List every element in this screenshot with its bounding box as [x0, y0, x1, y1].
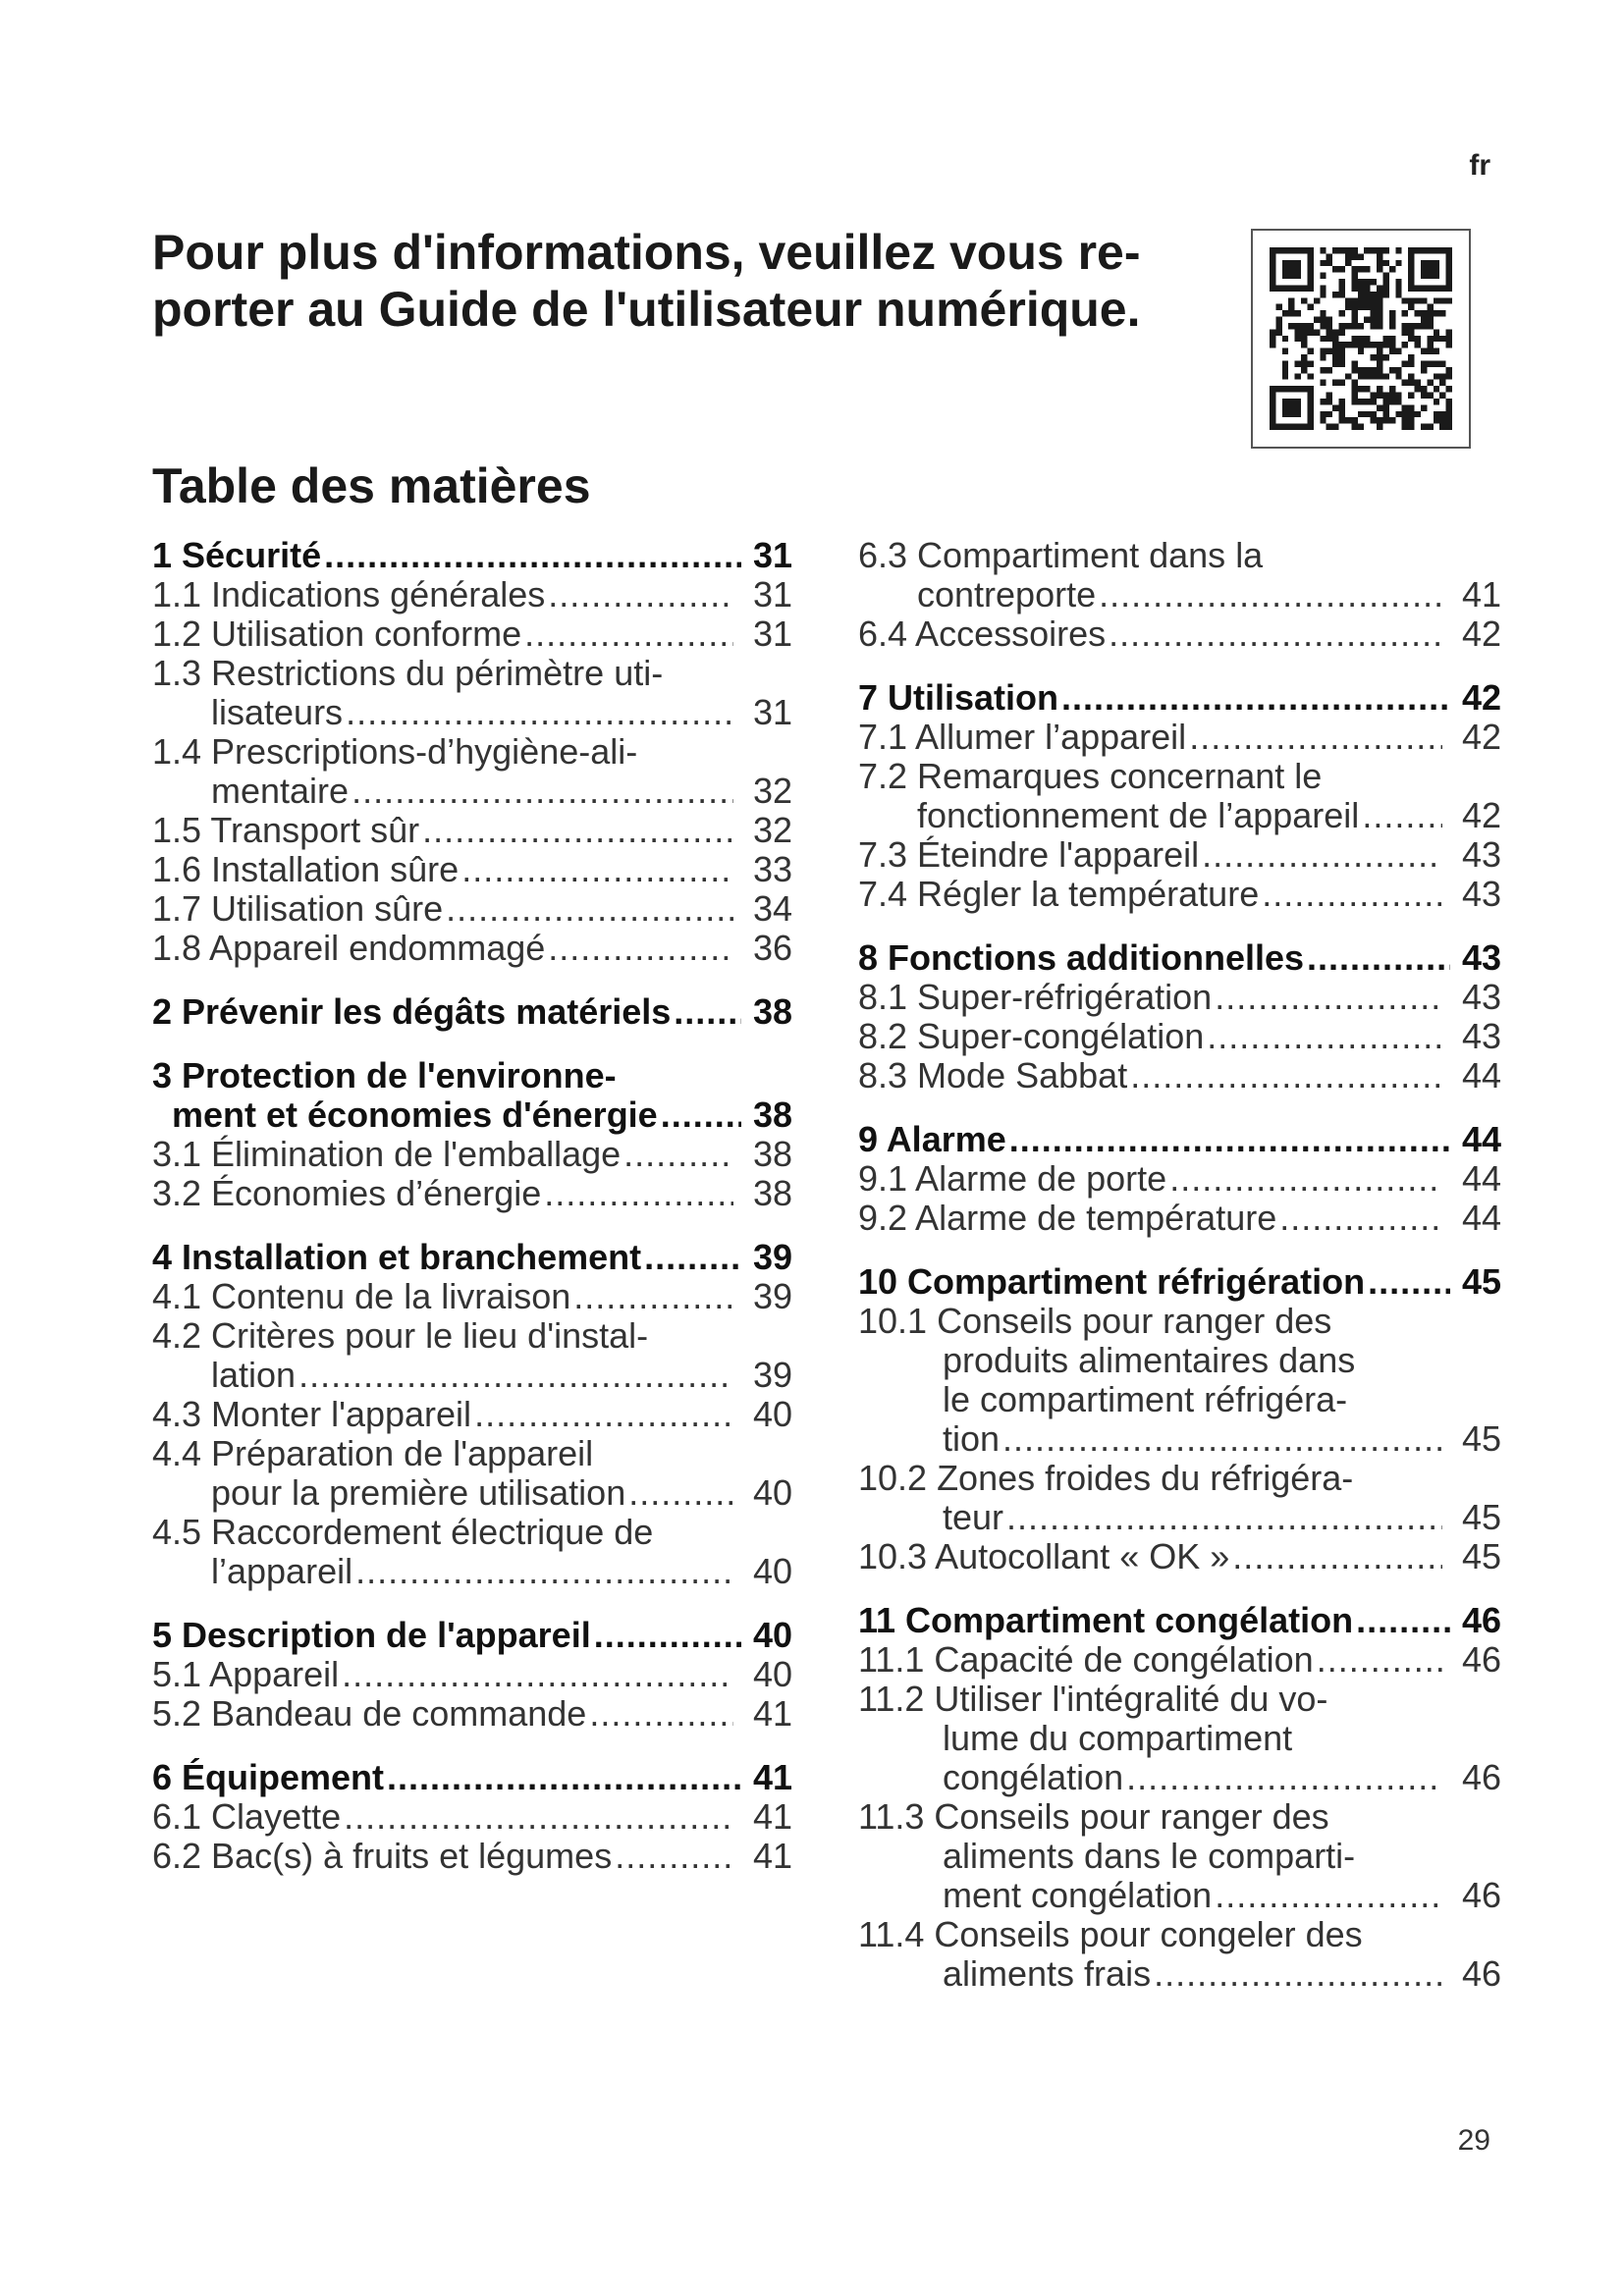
toc-entry-link[interactable] [858, 1017, 1501, 1056]
toc-entry-link[interactable] [858, 1056, 1501, 1095]
toc-entry-link[interactable] [858, 536, 1501, 614]
dot-leader [474, 1395, 733, 1434]
dot-leader [352, 772, 733, 811]
dot-leader [355, 1552, 733, 1591]
toc-text: 8.1 Super-réfrigération [858, 977, 1213, 1017]
toc-line [858, 1262, 1501, 1302]
toc-line [152, 614, 792, 654]
toc-page-number: 40 [752, 1551, 792, 1591]
toc-entry-link[interactable] [152, 811, 792, 850]
toc-text: 9.1 Alarme de porte [858, 1158, 1167, 1199]
dot-leader [387, 1758, 741, 1797]
dot-leader [324, 536, 741, 575]
toc-text: ment et économies d'énergie [172, 1095, 658, 1135]
dot-leader [1099, 575, 1442, 614]
heading-line-1: Pour plus d'informations, veuillez vous re- [152, 225, 1141, 280]
toc-entry-link[interactable] [858, 875, 1501, 914]
toc-text: 3.1 Élimination de l'emballage [152, 1134, 622, 1174]
toc-entry-link[interactable] [152, 1513, 792, 1591]
toc-text: congélation [943, 1757, 1124, 1797]
toc-entry-link[interactable] [152, 1277, 792, 1316]
toc-page-number: 45 [1461, 1497, 1501, 1537]
toc-page-number: 44 [1461, 1198, 1501, 1238]
toc-page-number: 42 [1461, 614, 1501, 654]
toc-page-number: 46 [1461, 1639, 1501, 1680]
dot-leader [1362, 796, 1442, 835]
toc-text: 1.4 Prescriptions-d’hygiène-ali- [152, 731, 638, 772]
toc-section [858, 938, 1501, 1095]
toc-line [152, 1056, 792, 1095]
dot-leader [344, 1797, 733, 1837]
toc-section [858, 536, 1501, 654]
toc-column-right [858, 536, 1501, 1994]
toc-text: 1.6 Installation sûre [152, 849, 460, 889]
toc-line [858, 1954, 1501, 1994]
toc-line [858, 678, 1501, 718]
toc-page-number: 41 [1461, 574, 1501, 614]
toc-text: 4 Installation et branchement [152, 1237, 642, 1277]
toc-line [858, 1758, 1501, 1797]
toc-page-number: 40 [752, 1615, 792, 1655]
toc-chapter-link[interactable] [152, 1758, 792, 1797]
toc-entry-link[interactable] [858, 1159, 1501, 1199]
toc-page-number: 40 [752, 1472, 792, 1513]
toc-line [152, 811, 792, 850]
toc-text: 3 Protection de l'environne- [152, 1055, 617, 1095]
toc-text: le compartiment réfrigéra- [943, 1379, 1348, 1419]
toc-text: 4.3 Monter l'appareil [152, 1394, 472, 1434]
toc-page-number: 34 [752, 888, 792, 929]
dot-leader [524, 614, 733, 654]
toc-entry-link[interactable] [152, 732, 792, 811]
toc-page-number: 32 [752, 810, 792, 850]
toc-text: 11.2 Utiliser l'intégralité du vo- [858, 1679, 1328, 1719]
toc-page-number: 38 [752, 1134, 792, 1174]
toc-line [152, 1277, 792, 1316]
toc-line [858, 1056, 1501, 1095]
toc-line [152, 992, 792, 1032]
toc-entry-link[interactable] [152, 1655, 792, 1694]
toc-entry-link[interactable] [152, 1174, 792, 1213]
toc-entry-link[interactable] [152, 614, 792, 654]
toc-text: 1.5 Transport sûr [152, 810, 420, 850]
toc-text: 6.2 Bac(s) à fruits et légumes [152, 1836, 613, 1876]
dot-leader [1130, 1056, 1442, 1095]
toc-page-number: 31 [752, 614, 792, 654]
toc-line [858, 875, 1501, 914]
toc-line [858, 1601, 1501, 1640]
toc-text: ment congélation [943, 1875, 1213, 1915]
toc-section [152, 1758, 792, 1876]
toc-section [858, 1262, 1501, 1576]
toc-page-number: 42 [1461, 795, 1501, 835]
toc-line [858, 835, 1501, 875]
toc-text: 1 Sécurité [152, 535, 322, 575]
toc-text: 6.4 Accessoires [858, 614, 1107, 654]
toc-page-number: 38 [752, 1173, 792, 1213]
toc-line [858, 1380, 1501, 1419]
toc-chapter-link[interactable] [152, 992, 792, 1032]
toc-page-number: 40 [752, 1654, 792, 1694]
toc-line [858, 938, 1501, 978]
toc-text: 4.1 Contenu de la livraison [152, 1276, 571, 1316]
toc-entry-link[interactable] [858, 1459, 1501, 1537]
toc-entry-link[interactable] [152, 1837, 792, 1876]
toc-text: 5.2 Bandeau de commande [152, 1693, 587, 1734]
toc-entry-link[interactable] [858, 718, 1501, 757]
toc-line [858, 536, 1501, 575]
toc-entry-link[interactable] [152, 1694, 792, 1734]
toc-text: 10.3 Autocollant « OK » [858, 1536, 1230, 1576]
toc-text: contreporte [917, 574, 1097, 614]
toc-entry-link[interactable] [152, 1797, 792, 1837]
dot-leader [1126, 1758, 1442, 1797]
toc-text: 1.3 Restrictions du périmètre uti- [152, 653, 664, 693]
toc-page-number: 33 [752, 849, 792, 889]
toc-text: 3.2 Économies d’énergie [152, 1173, 542, 1213]
toc-section [858, 1601, 1501, 1994]
dot-leader [1232, 1537, 1442, 1576]
toc-text: aliments dans le comparti- [943, 1836, 1356, 1876]
toc-page-number: 31 [752, 692, 792, 732]
dot-leader [594, 1616, 741, 1655]
toc-entry-link[interactable] [858, 1302, 1501, 1459]
toc-line [858, 1419, 1501, 1459]
toc-text: lation [211, 1355, 297, 1395]
toc-text: 6.1 Clayette [152, 1796, 342, 1837]
toc-page-number: 44 [1461, 1119, 1501, 1159]
toc-page-number: 43 [1461, 834, 1501, 875]
toc-text: 10 Compartiment réfrigération [858, 1261, 1366, 1302]
toc-text: 11.3 Conseils pour ranger des [858, 1796, 1329, 1837]
toc-text: 7.4 Régler la température [858, 874, 1260, 914]
toc-chapter-link[interactable] [858, 1601, 1501, 1640]
toc-section [152, 1238, 792, 1591]
toc-page-number: 42 [1461, 717, 1501, 757]
dot-leader [461, 850, 733, 889]
toc-text: produits alimentaires dans [943, 1340, 1356, 1380]
toc-page-number: 45 [1461, 1261, 1501, 1302]
page-number: 29 [1457, 2124, 1490, 2157]
toc-page-number: 41 [752, 1796, 792, 1837]
toc-page-number: 44 [1461, 1055, 1501, 1095]
toc-section [152, 1616, 792, 1734]
toc-line [858, 1640, 1501, 1680]
toc-text: 6 Équipement [152, 1757, 385, 1797]
toc-line [858, 1915, 1501, 1954]
toc-line [152, 929, 792, 968]
toc-line [858, 1341, 1501, 1380]
toc-entry-link[interactable] [858, 614, 1501, 654]
dot-leader [1279, 1199, 1442, 1238]
dot-leader [1009, 1120, 1450, 1159]
dot-leader [1317, 1640, 1442, 1680]
dot-leader [589, 1694, 733, 1734]
toc-section [858, 678, 1501, 914]
toc-page-number: 39 [752, 1276, 792, 1316]
toc-page-number: 41 [752, 1757, 792, 1797]
dot-leader [1207, 1017, 1442, 1056]
toc-line [152, 850, 792, 889]
toc-line [152, 1316, 792, 1356]
toc-page-number: 44 [1461, 1158, 1501, 1199]
dot-leader [1002, 1419, 1442, 1459]
dot-leader [1109, 614, 1442, 654]
toc-text: 1.1 Indications générales [152, 574, 546, 614]
toc-line [152, 1356, 792, 1395]
toc-entry-link[interactable] [858, 1640, 1501, 1680]
toc-line [858, 1680, 1501, 1719]
toc-page-number: 41 [752, 1693, 792, 1734]
toc-line [152, 1434, 792, 1473]
toc-page-number: 45 [1461, 1418, 1501, 1459]
toc-text: 4.4 Préparation de l'appareil [152, 1433, 594, 1473]
toc-line [858, 1120, 1501, 1159]
page-heading [152, 224, 1193, 338]
toc-line [152, 1238, 792, 1277]
toc-chapter-link[interactable] [858, 1262, 1501, 1302]
toc-line [152, 1513, 792, 1552]
dot-leader [342, 1655, 733, 1694]
toc-chapter-link[interactable] [152, 1238, 792, 1277]
dot-leader [644, 1238, 741, 1277]
toc-line [152, 1655, 792, 1694]
toc-line [152, 536, 792, 575]
toc-line [858, 1876, 1501, 1915]
qr-code[interactable] [1251, 229, 1471, 449]
toc-text: mentaire [211, 771, 350, 811]
toc-line [152, 1135, 792, 1174]
toc-page-number: 43 [1461, 977, 1501, 1017]
dot-leader [628, 1473, 733, 1513]
dot-leader [1368, 1262, 1450, 1302]
toc-line [858, 978, 1501, 1017]
toc-line [152, 889, 792, 929]
toc-line [858, 1797, 1501, 1837]
toc-page-number: 43 [1461, 874, 1501, 914]
toc-line [858, 1159, 1501, 1199]
toc-page-number: 31 [752, 535, 792, 575]
toc-entry-link[interactable] [152, 929, 792, 968]
toc-line [152, 1694, 792, 1734]
toc-text: 7.3 Éteindre l'appareil [858, 834, 1200, 875]
toc-line [152, 1552, 792, 1591]
toc-line [152, 732, 792, 772]
toc-chapter-link[interactable] [152, 1616, 792, 1655]
dot-leader [1215, 1876, 1442, 1915]
dot-leader [661, 1095, 741, 1135]
toc-page-number: 39 [752, 1237, 792, 1277]
toc-line [858, 796, 1501, 835]
toc-line [152, 1797, 792, 1837]
toc-section [152, 1056, 792, 1213]
dot-leader [1154, 1954, 1442, 1994]
dot-leader [1169, 1159, 1442, 1199]
toc-page-number: 41 [752, 1836, 792, 1876]
toc-line [152, 1095, 792, 1135]
toc-entry-link[interactable] [858, 1797, 1501, 1915]
dot-leader [548, 575, 733, 614]
toc-text: 8.3 Mode Sabbat [858, 1055, 1128, 1095]
toc-text: pour la première utilisation [211, 1472, 626, 1513]
toc-line [858, 1459, 1501, 1498]
toc-page-number: 43 [1461, 937, 1501, 978]
toc-line [152, 575, 792, 614]
toc-text: 9.2 Alarme de température [858, 1198, 1277, 1238]
toc-text: tion [943, 1418, 1001, 1459]
toc-text: 5.1 Appareil [152, 1654, 340, 1694]
toc-chapter-link[interactable] [152, 1056, 792, 1135]
toc-page-number: 32 [752, 771, 792, 811]
toc-entry-link[interactable] [858, 1680, 1501, 1797]
dot-leader [446, 889, 733, 929]
toc-line [858, 575, 1501, 614]
toc-chapter-link[interactable] [152, 536, 792, 575]
toc-text: 10.2 Zones froides du réfrigéra- [858, 1458, 1354, 1498]
toc-section [858, 1120, 1501, 1238]
toc-column-left [152, 536, 792, 1876]
toc-entry-link[interactable] [858, 978, 1501, 1017]
dot-leader [422, 811, 733, 850]
toc-line [858, 1302, 1501, 1341]
toc-text: 5 Description de l'appareil [152, 1615, 591, 1655]
toc-text: 8.2 Super-congélation [858, 1016, 1205, 1056]
toc-entry-link[interactable] [858, 1915, 1501, 1994]
dot-leader [1262, 875, 1442, 914]
toc-text: 7.1 Allumer l’appareil [858, 717, 1187, 757]
toc-page-number: 46 [1461, 1875, 1501, 1915]
toc-page-number: 45 [1461, 1536, 1501, 1576]
toc-line [858, 1837, 1501, 1876]
toc-text: 11.4 Conseils pour congeler des [858, 1914, 1363, 1954]
toc-text: 4.2 Critères pour le lieu d'instal- [152, 1315, 649, 1356]
toc-entry-link[interactable] [152, 850, 792, 889]
dot-leader [1006, 1498, 1442, 1537]
toc-text: 8 Fonctions additionnelles [858, 937, 1305, 978]
toc-page-number: 42 [1461, 677, 1501, 718]
toc-line [152, 654, 792, 693]
toc-line [858, 1017, 1501, 1056]
toc-chapter-link[interactable] [858, 1120, 1501, 1159]
heading-line-2: porter au Guide de l'utilisateur numérique. [152, 282, 1141, 337]
toc-line [858, 614, 1501, 654]
toc-entry-link[interactable] [152, 654, 792, 732]
toc-entry-link[interactable] [858, 1199, 1501, 1238]
toc-line [152, 1395, 792, 1434]
toc-section [152, 992, 792, 1032]
toc-page-number: 43 [1461, 1016, 1501, 1056]
toc-text: teur [943, 1497, 1004, 1537]
toc-chapter-link[interactable] [858, 678, 1501, 718]
toc-text: lume du compartiment [943, 1718, 1293, 1758]
toc-chapter-link[interactable] [858, 938, 1501, 978]
toc-entry-link[interactable] [152, 889, 792, 929]
toc-entry-link[interactable] [152, 1395, 792, 1434]
toc-page-number: 40 [752, 1394, 792, 1434]
toc-title: Table des matières [152, 458, 591, 513]
dot-leader [1307, 938, 1450, 978]
toc-text: lisateurs [211, 692, 344, 732]
toc-line [152, 1616, 792, 1655]
toc-text: 7 Utilisation [858, 677, 1059, 718]
toc-page-number: 31 [752, 574, 792, 614]
dot-leader [298, 1356, 733, 1395]
toc-text: 1.8 Appareil endommagé [152, 928, 546, 968]
dot-leader [623, 1135, 733, 1174]
dot-leader [548, 929, 733, 968]
language-label: fr [1469, 149, 1490, 182]
toc-entry-link[interactable] [152, 575, 792, 614]
toc-entry-link[interactable] [858, 835, 1501, 875]
toc-line [152, 772, 792, 811]
dot-leader [1202, 835, 1442, 875]
toc-text: 2 Prévenir les dégâts matériels [152, 991, 672, 1032]
toc-text: 11 Compartiment congélation [858, 1600, 1354, 1640]
toc-page-number: 46 [1461, 1600, 1501, 1640]
dot-leader [615, 1837, 733, 1876]
toc-line [858, 1498, 1501, 1537]
toc-line [858, 718, 1501, 757]
toc-line [152, 1837, 792, 1876]
toc-page-number: 46 [1461, 1953, 1501, 1994]
toc-line [152, 693, 792, 732]
toc-page-number: 46 [1461, 1757, 1501, 1797]
toc-text: 1.2 Utilisation conforme [152, 614, 522, 654]
toc-line [858, 757, 1501, 796]
dot-leader [1189, 718, 1442, 757]
toc-page-number: 36 [752, 928, 792, 968]
toc-text: 7.2 Remarques concernant le [858, 756, 1323, 796]
toc-entry-link[interactable] [152, 1135, 792, 1174]
toc-line [858, 1719, 1501, 1758]
dot-leader [346, 693, 733, 732]
toc-line [152, 1758, 792, 1797]
toc-entry-link[interactable] [858, 1537, 1501, 1576]
dot-leader [1061, 678, 1450, 718]
toc-line [858, 1537, 1501, 1576]
toc-entry-link[interactable] [858, 757, 1501, 835]
toc-text: fonctionnement de l’appareil [917, 795, 1360, 835]
dot-leader [573, 1277, 733, 1316]
toc-text: l’appareil [211, 1551, 353, 1591]
dot-leader [674, 992, 741, 1032]
toc-line [858, 1199, 1501, 1238]
toc-text: 4.5 Raccordement électrique de [152, 1512, 654, 1552]
toc-text: 9 Alarme [858, 1119, 1006, 1159]
toc-text: aliments frais [943, 1953, 1152, 1994]
toc-page-number: 38 [752, 1095, 792, 1135]
toc-text: 11.1 Capacité de congélation [858, 1639, 1314, 1680]
toc-text: 6.3 Compartiment dans la [858, 535, 1264, 575]
toc-page-number: 39 [752, 1355, 792, 1395]
toc-text: 10.1 Conseils pour ranger des [858, 1301, 1332, 1341]
toc-entry-link[interactable] [152, 1434, 792, 1513]
dot-leader [1356, 1601, 1450, 1640]
dot-leader [544, 1174, 733, 1213]
toc-page-number: 38 [752, 991, 792, 1032]
qr-code-icon [1270, 247, 1452, 430]
toc-text: 1.7 Utilisation sûre [152, 888, 444, 929]
dot-leader [1215, 978, 1442, 1017]
toc-line [152, 1473, 792, 1513]
toc-entry-link[interactable] [152, 1316, 792, 1395]
toc-line [152, 1174, 792, 1213]
toc-section [152, 536, 792, 968]
